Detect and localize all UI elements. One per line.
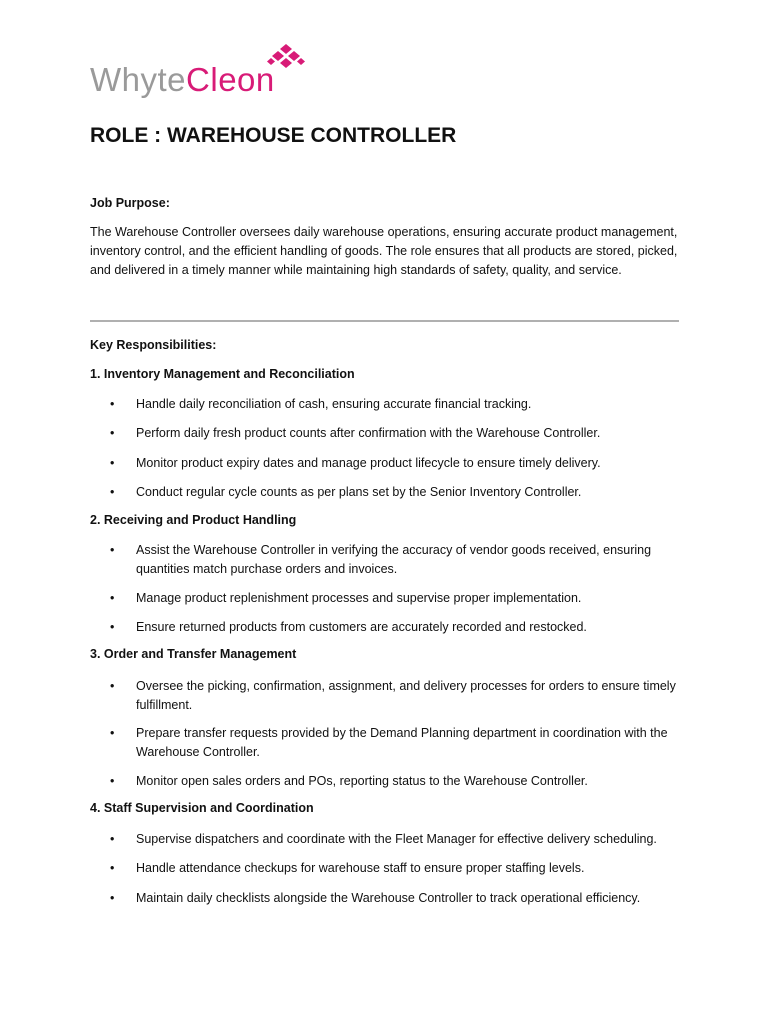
bullet-icon: • xyxy=(110,774,115,788)
list-item xyxy=(110,454,680,473)
list-item xyxy=(110,859,680,878)
list-item-text: Monitor product expiry dates and manage product lifecycle to ensure timely delivery. xyxy=(136,456,601,470)
list-item xyxy=(110,424,680,443)
list-item xyxy=(110,677,680,715)
section-heading: 3. Order and Transfer Management xyxy=(90,647,297,661)
bullet-icon: • xyxy=(110,891,115,905)
bullet-icon: • xyxy=(110,591,115,605)
bullet-icon: • xyxy=(110,726,115,740)
logo-wordmark xyxy=(90,60,275,100)
bullet-icon: • xyxy=(110,620,115,634)
bullet-icon: • xyxy=(110,397,115,411)
list-item-text: Perform daily fresh product counts after confirmation with the Warehouse Controller. xyxy=(136,426,601,440)
section-divider xyxy=(90,320,679,322)
list-item-text: Oversee the picking, confirmation, assignment, and delivery processes for orders to ensure timely fulfillment. xyxy=(136,679,676,712)
list-item-text: Maintain daily checklists alongside the Warehouse Controller to track operational efficiency. xyxy=(136,891,641,905)
list-item xyxy=(110,395,680,414)
list-item xyxy=(110,772,680,791)
company-logo xyxy=(90,44,330,98)
bullet-icon: • xyxy=(110,861,115,875)
list-item xyxy=(110,483,680,502)
logo-text-part2: Cleon xyxy=(186,61,275,98)
list-item xyxy=(110,541,680,579)
bullet-icon: • xyxy=(110,485,115,499)
list-item-text: Prepare transfer requests provided by the Demand Planning department in coordination with the Warehouse Controller. xyxy=(136,726,668,759)
list-item-text: Handle attendance checkups for warehouse staff to ensure proper staffing levels. xyxy=(136,861,585,875)
page-title: ROLE : WAREHOUSE CONTROLLER xyxy=(90,124,457,147)
list-item-text: Conduct regular cycle counts as per plans set by the Senior Inventory Controller. xyxy=(136,485,582,499)
bullet-icon: • xyxy=(110,679,115,693)
section-heading: 2. Receiving and Product Handling xyxy=(90,513,297,527)
bullet-icon: • xyxy=(110,456,115,470)
list-item xyxy=(110,724,680,762)
list-item xyxy=(110,618,680,637)
list-item-text: Monitor open sales orders and POs, reporting status to the Warehouse Controller. xyxy=(136,774,588,788)
bullet-icon: • xyxy=(110,426,115,440)
section-heading: 1. Inventory Management and Reconciliation xyxy=(90,367,355,381)
list-item-text: Handle daily reconciliation of cash, ensuring accurate financial tracking. xyxy=(136,397,532,411)
list-item xyxy=(110,889,680,908)
key-responsibilities-label: Key Responsibilities: xyxy=(90,338,217,352)
list-item-text: Ensure returned products from customers are accurately recorded and restocked. xyxy=(136,620,587,634)
list-item xyxy=(110,830,680,849)
job-purpose-text: The Warehouse Controller oversees daily warehouse operations, ensuring accurate product management, inventory control, and the efficient handling of goods. The role ensures that all products are stored, picked, and delivered in a timely manner while maintaining high standards of safety, quality, and service. xyxy=(90,225,678,277)
list-item xyxy=(110,589,680,608)
list-item-text: Assist the Warehouse Controller in verifying the accuracy of vendor goods received, ensuring quantities match purchase orders and invoices. xyxy=(136,543,652,576)
list-item-text: Supervise dispatchers and coordinate with the Fleet Manager for effective delivery scheduling. xyxy=(136,832,657,846)
logo-text-part1: Whyte xyxy=(90,61,187,98)
bullet-icon: • xyxy=(110,543,115,557)
bullet-icon: • xyxy=(110,832,115,846)
section-heading: 4. Staff Supervision and Coordination xyxy=(90,801,314,815)
job-purpose-label: Job Purpose: xyxy=(90,196,170,210)
list-item-text: Manage product replenishment processes and supervise proper implementation. xyxy=(136,591,582,605)
